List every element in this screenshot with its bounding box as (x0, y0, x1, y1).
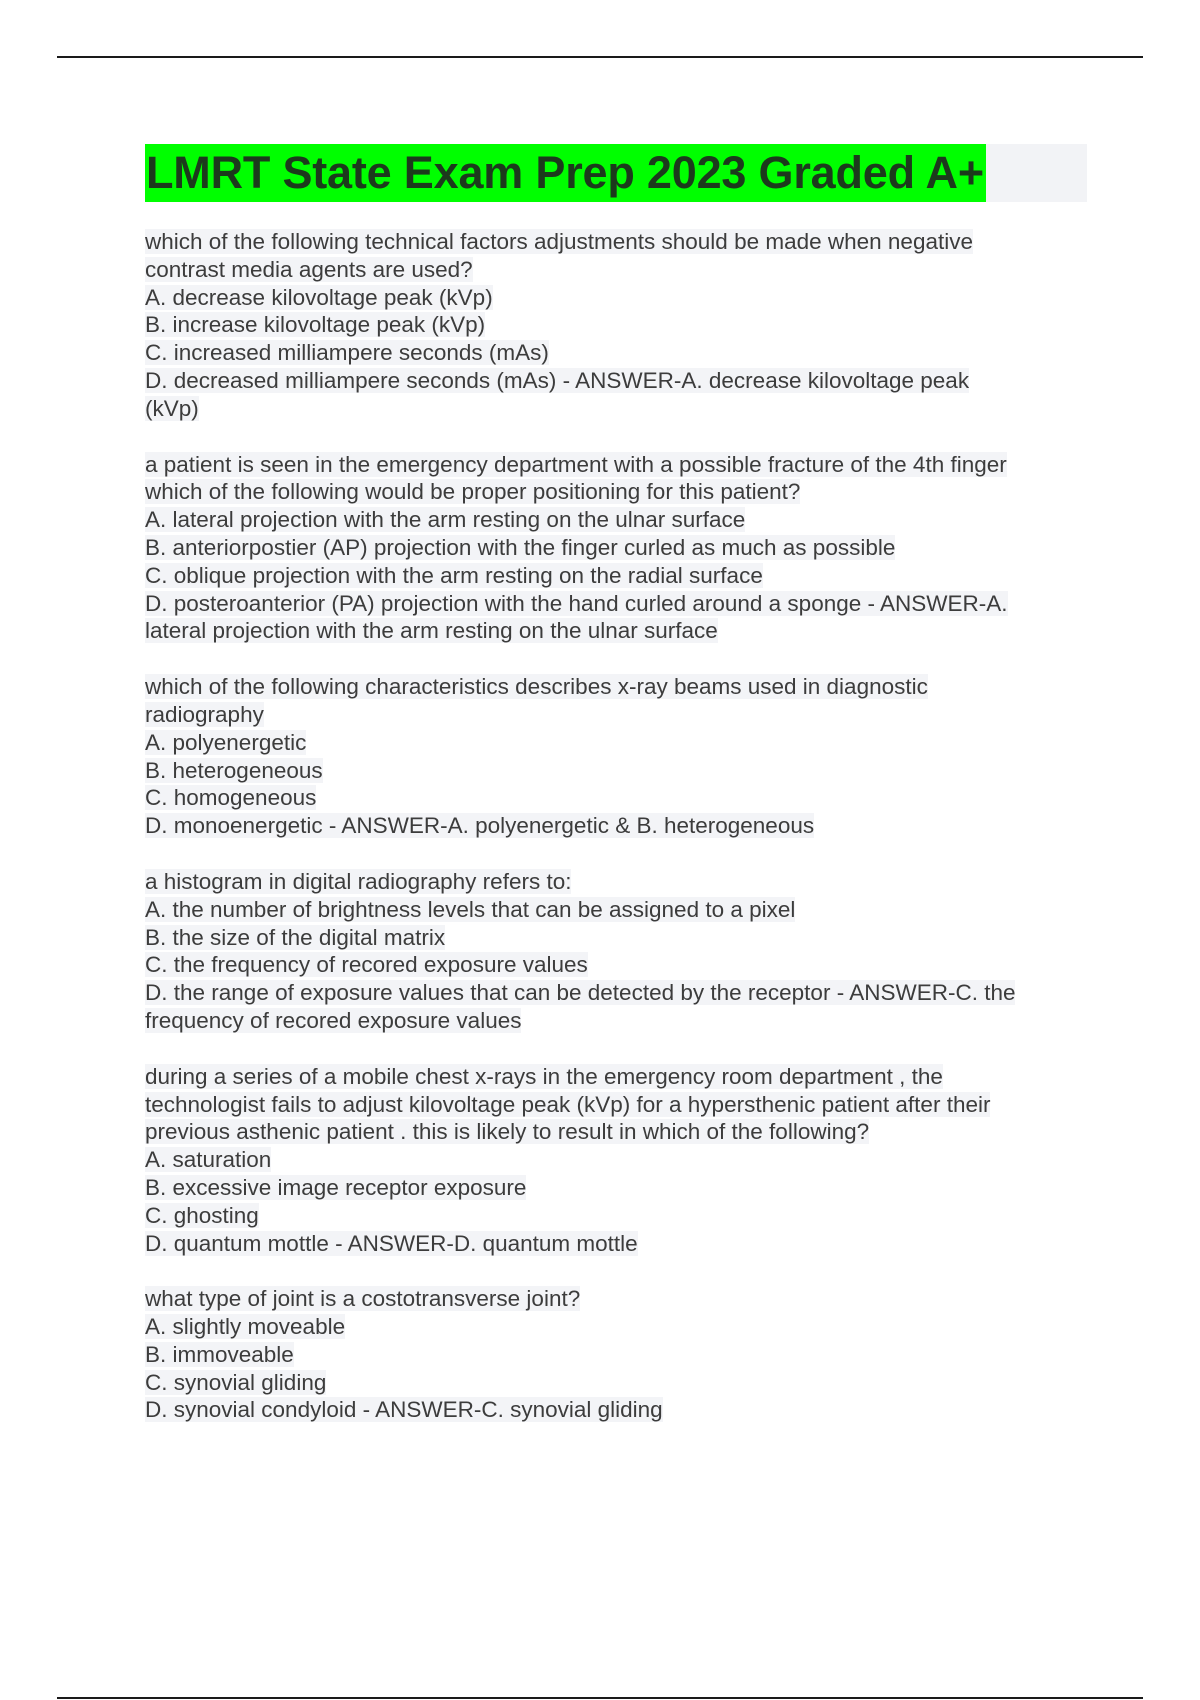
question-line (145, 1007, 1090, 1035)
line-text: D. synovial condyloid - ANSWER-C. synovial gliding (145, 1397, 663, 1423)
question-list (145, 228, 1090, 1452)
question-line (145, 951, 1090, 979)
question-line (145, 1146, 1090, 1174)
question-line (145, 506, 1090, 534)
question-line (145, 812, 1090, 840)
question-text-line (145, 868, 1090, 896)
line-text: B. immoveable (145, 1341, 294, 1367)
question-line (145, 284, 1090, 312)
question-line (145, 311, 1090, 339)
line-text: during a series of a mobile chest x-rays in the emergency room department , the (145, 1063, 943, 1089)
line-text: B. the size of the digital matrix (145, 924, 446, 950)
line-text: A. decrease kilovoltage peak (kVp) (145, 284, 493, 310)
line-text: which of the following technical factors adjustments should be made when negative (145, 229, 973, 254)
question-line (145, 339, 1090, 367)
line-text: which of the following characteristics describes x-ray beams used in diagnostic (145, 674, 928, 700)
line-text: what type of joint is a costotransverse joint? (145, 1286, 581, 1312)
question-line (145, 590, 1090, 618)
line-text: radiography (145, 701, 264, 727)
line-text: technologist fails to adjust kilovoltage peak (kVp) for a hypersthenic patient after their (145, 1091, 991, 1117)
question-text-line (145, 228, 1090, 256)
line-text: a patient is seen in the emergency department with a possible fracture of the 4th finger (145, 451, 1007, 477)
line-text: B. excessive image receptor exposure (145, 1174, 527, 1200)
question-line (145, 1174, 1090, 1202)
question-line (145, 1230, 1090, 1258)
line-text: which of the following would be proper positioning for this patient? (145, 479, 801, 505)
question-text-line (145, 1285, 1090, 1313)
line-text: D. monoenergetic - ANSWER-A. polyenergetic & B. heterogeneous (145, 813, 815, 839)
question-block (145, 673, 1090, 840)
question-line (145, 478, 1090, 506)
question-line (145, 1118, 1090, 1146)
question-line (145, 784, 1090, 812)
question-text-line (145, 451, 1090, 479)
question-line (145, 256, 1090, 284)
question-line (145, 1396, 1090, 1424)
line-text: A. lateral projection with the arm resting on the ulnar surface (145, 507, 746, 533)
question-block (145, 1063, 1090, 1258)
question-line (145, 1091, 1090, 1119)
question-line (145, 534, 1090, 562)
line-text: B. anteriorpostier (AP) projection with the finger curled as much as possible (145, 534, 896, 560)
question-line (145, 617, 1090, 645)
line-text: frequency of recored exposure values (145, 1007, 522, 1033)
line-text: A. saturation (145, 1147, 272, 1173)
line-text: a histogram in digital radiography refers to: (145, 868, 572, 894)
line-text: A. slightly moveable (145, 1314, 346, 1340)
line-text: contrast media agents are used? (145, 256, 473, 282)
question-line (145, 757, 1090, 785)
question-line (145, 729, 1090, 757)
question-line (145, 1202, 1090, 1230)
line-text: C. homogeneous (145, 785, 317, 811)
question-line (145, 701, 1090, 729)
title-band (145, 144, 1087, 202)
line-text: lateral projection with the arm resting on the ulnar surface (145, 618, 718, 644)
line-text: C. ghosting (145, 1202, 259, 1228)
line-text: D. the range of exposure values that can be detected by the receptor - ANSWER-C. the (145, 980, 1016, 1006)
question-line (145, 367, 1090, 395)
question-block (145, 1285, 1090, 1424)
line-text: A. the number of brightness levels that can be assigned to a pixel (145, 896, 796, 922)
question-block (145, 228, 1090, 423)
line-text: A. polyenergetic (145, 729, 307, 755)
question-text-line (145, 673, 1090, 701)
line-text: C. the frequency of recored exposure values (145, 952, 588, 978)
line-text: D. decreased milliampere seconds (mAs) - ANSWER-A. decrease kilovoltage peak (145, 367, 970, 393)
question-block (145, 451, 1090, 646)
question-line (145, 395, 1090, 423)
footer-rule (57, 1697, 1143, 1699)
question-line (145, 1313, 1090, 1341)
line-text: (kVp) (145, 395, 199, 421)
question-line (145, 1369, 1090, 1397)
line-text: C. oblique projection with the arm resting on the radial surface (145, 562, 763, 588)
document-title: LMRT State Exam Prep 2023 Graded A+ (145, 144, 986, 202)
header-rule (57, 56, 1143, 58)
line-text: D. quantum mottle - ANSWER-D. quantum mottle (145, 1230, 638, 1256)
question-line (145, 896, 1090, 924)
question-line (145, 562, 1090, 590)
question-line (145, 1341, 1090, 1369)
question-line (145, 924, 1090, 952)
question-block (145, 868, 1090, 1035)
line-text: B. increase kilovoltage peak (kVp) (145, 312, 486, 338)
line-text: C. synovial gliding (145, 1369, 327, 1395)
question-text-line (145, 1063, 1090, 1091)
line-text: previous asthenic patient . this is likely to result in which of the following? (145, 1119, 870, 1145)
line-text: C. increased milliampere seconds (mAs) (145, 340, 549, 366)
question-line (145, 979, 1090, 1007)
line-text: B. heterogeneous (145, 757, 323, 783)
line-text: D. posteroanterior (PA) projection with the hand curled around a sponge - ANSWER-A. (145, 590, 1008, 616)
